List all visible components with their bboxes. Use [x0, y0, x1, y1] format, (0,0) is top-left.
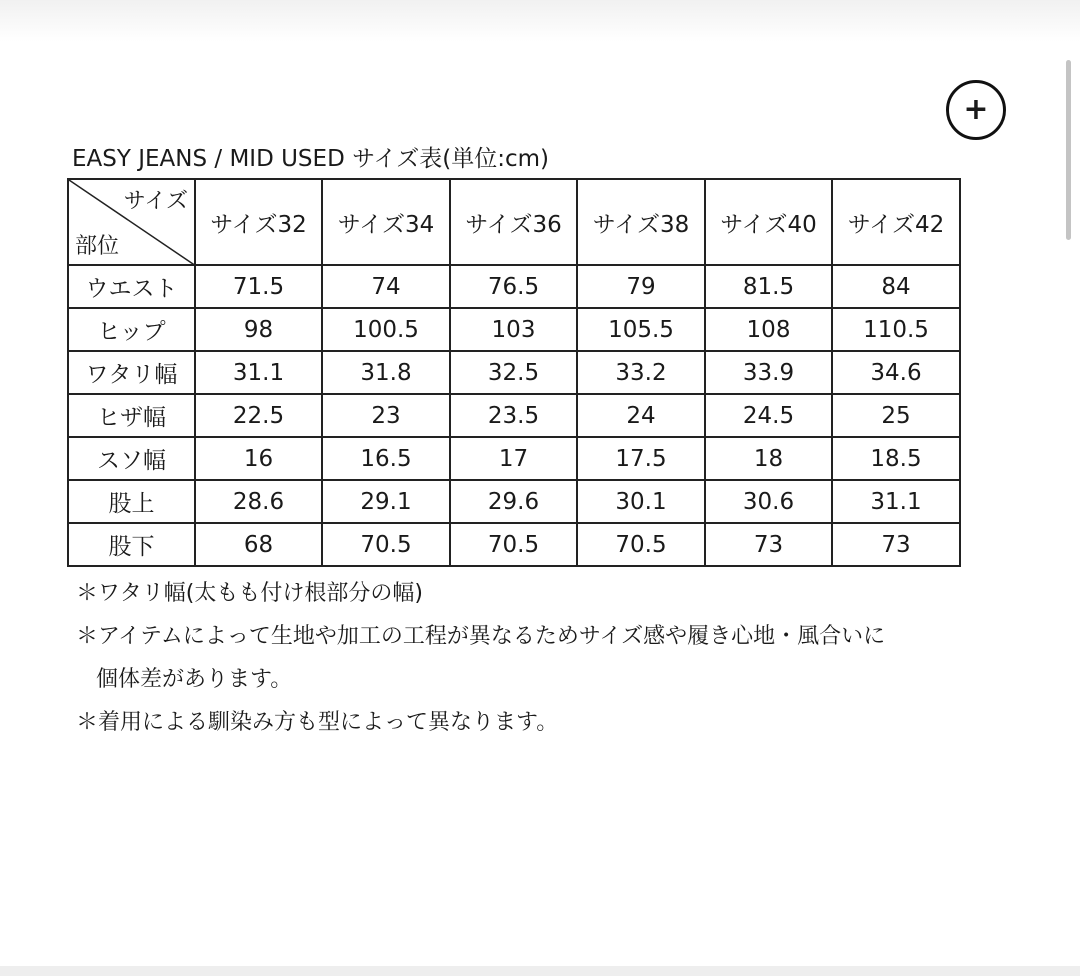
table-cell: 29.1	[322, 480, 450, 523]
table-cell: 30.1	[577, 480, 705, 523]
table-row	[68, 480, 960, 523]
notes	[76, 572, 885, 744]
table-cell: 32.5	[450, 351, 577, 394]
table-cell: 79	[577, 265, 705, 308]
table-cell: 76.5	[450, 265, 577, 308]
table-cell: 23	[322, 394, 450, 437]
row-label: 股下	[68, 523, 195, 566]
column-header: サイズ40	[705, 179, 832, 265]
zoom-button[interactable]	[946, 80, 1006, 140]
column-header: サイズ38	[577, 179, 705, 265]
note-continuation: 個体差があります。	[96, 667, 293, 692]
page-title: EASY JEANS / MID USED サイズ表(単位:cm)	[72, 146, 549, 172]
table-cell: 103	[450, 308, 577, 351]
corner-size-label: サイズ	[123, 189, 188, 214]
table-cell: 28.6	[195, 480, 322, 523]
table-cell: 18	[705, 437, 832, 480]
table-cell: 108	[705, 308, 832, 351]
table-cell: 70.5	[577, 523, 705, 566]
table-cell: 71.5	[195, 265, 322, 308]
row-label: ヒップ	[68, 308, 195, 351]
note-item	[76, 701, 885, 744]
column-header: サイズ34	[322, 179, 450, 265]
note-text: ＊アイテムによって生地や加工の工程が異なるためサイズ感や履き心地・風合いに	[76, 624, 886, 649]
table-cell: 105.5	[577, 308, 705, 351]
table-cell: 24.5	[705, 394, 832, 437]
column-header: サイズ42	[832, 179, 960, 265]
table-cell: 18.5	[832, 437, 960, 480]
table-cell: 68	[195, 523, 322, 566]
table-cell: 70.5	[450, 523, 577, 566]
scrollbar[interactable]	[1066, 60, 1071, 240]
table-cell: 70.5	[322, 523, 450, 566]
size-table	[67, 178, 961, 567]
table-cell: 74	[322, 265, 450, 308]
table-cell: 16.5	[322, 437, 450, 480]
table-row	[68, 394, 960, 437]
corner-part-label: 部位	[75, 234, 120, 259]
table-cell: 81.5	[705, 265, 832, 308]
note-text: ＊着用による馴染み方も型によって異なります。	[76, 710, 559, 735]
table-cell: 100.5	[322, 308, 450, 351]
table-row	[68, 523, 960, 566]
column-header: サイズ36	[450, 179, 577, 265]
table-cell: 16	[195, 437, 322, 480]
table-row	[68, 351, 960, 394]
table-cell: 98	[195, 308, 322, 351]
table-row	[68, 265, 960, 308]
note-item	[76, 572, 885, 615]
table-cell: 24	[577, 394, 705, 437]
note-text: ＊ワタリ幅(太もも付け根部分の幅)	[76, 581, 423, 606]
table-cell: 31.1	[832, 480, 960, 523]
table-cell: 17.5	[577, 437, 705, 480]
row-label: 股上	[68, 480, 195, 523]
table-cell: 30.6	[705, 480, 832, 523]
table-cell: 73	[705, 523, 832, 566]
table-cell: 17	[450, 437, 577, 480]
header-row	[68, 179, 960, 265]
table-cell: 23.5	[450, 394, 577, 437]
table-cell: 22.5	[195, 394, 322, 437]
table-cell: 73	[832, 523, 960, 566]
table-cell: 25	[832, 394, 960, 437]
plus-icon: +	[963, 92, 989, 127]
table-cell: 31.1	[195, 351, 322, 394]
row-label: スソ幅	[68, 437, 195, 480]
corner-cell	[68, 179, 195, 265]
table-cell: 33.2	[577, 351, 705, 394]
table-cell: 34.6	[832, 351, 960, 394]
table-row	[68, 308, 960, 351]
note-item	[76, 615, 885, 701]
table-cell: 29.6	[450, 480, 577, 523]
table-cell: 84	[832, 265, 960, 308]
row-label: ウエスト	[68, 265, 195, 308]
table-cell: 31.8	[322, 351, 450, 394]
row-label: ヒザ幅	[68, 394, 195, 437]
column-header: サイズ32	[195, 179, 322, 265]
table-row	[68, 437, 960, 480]
row-label: ワタリ幅	[68, 351, 195, 394]
table-cell: 33.9	[705, 351, 832, 394]
bottom-band	[0, 966, 1080, 976]
top-band	[0, 0, 1080, 42]
table-cell: 110.5	[832, 308, 960, 351]
